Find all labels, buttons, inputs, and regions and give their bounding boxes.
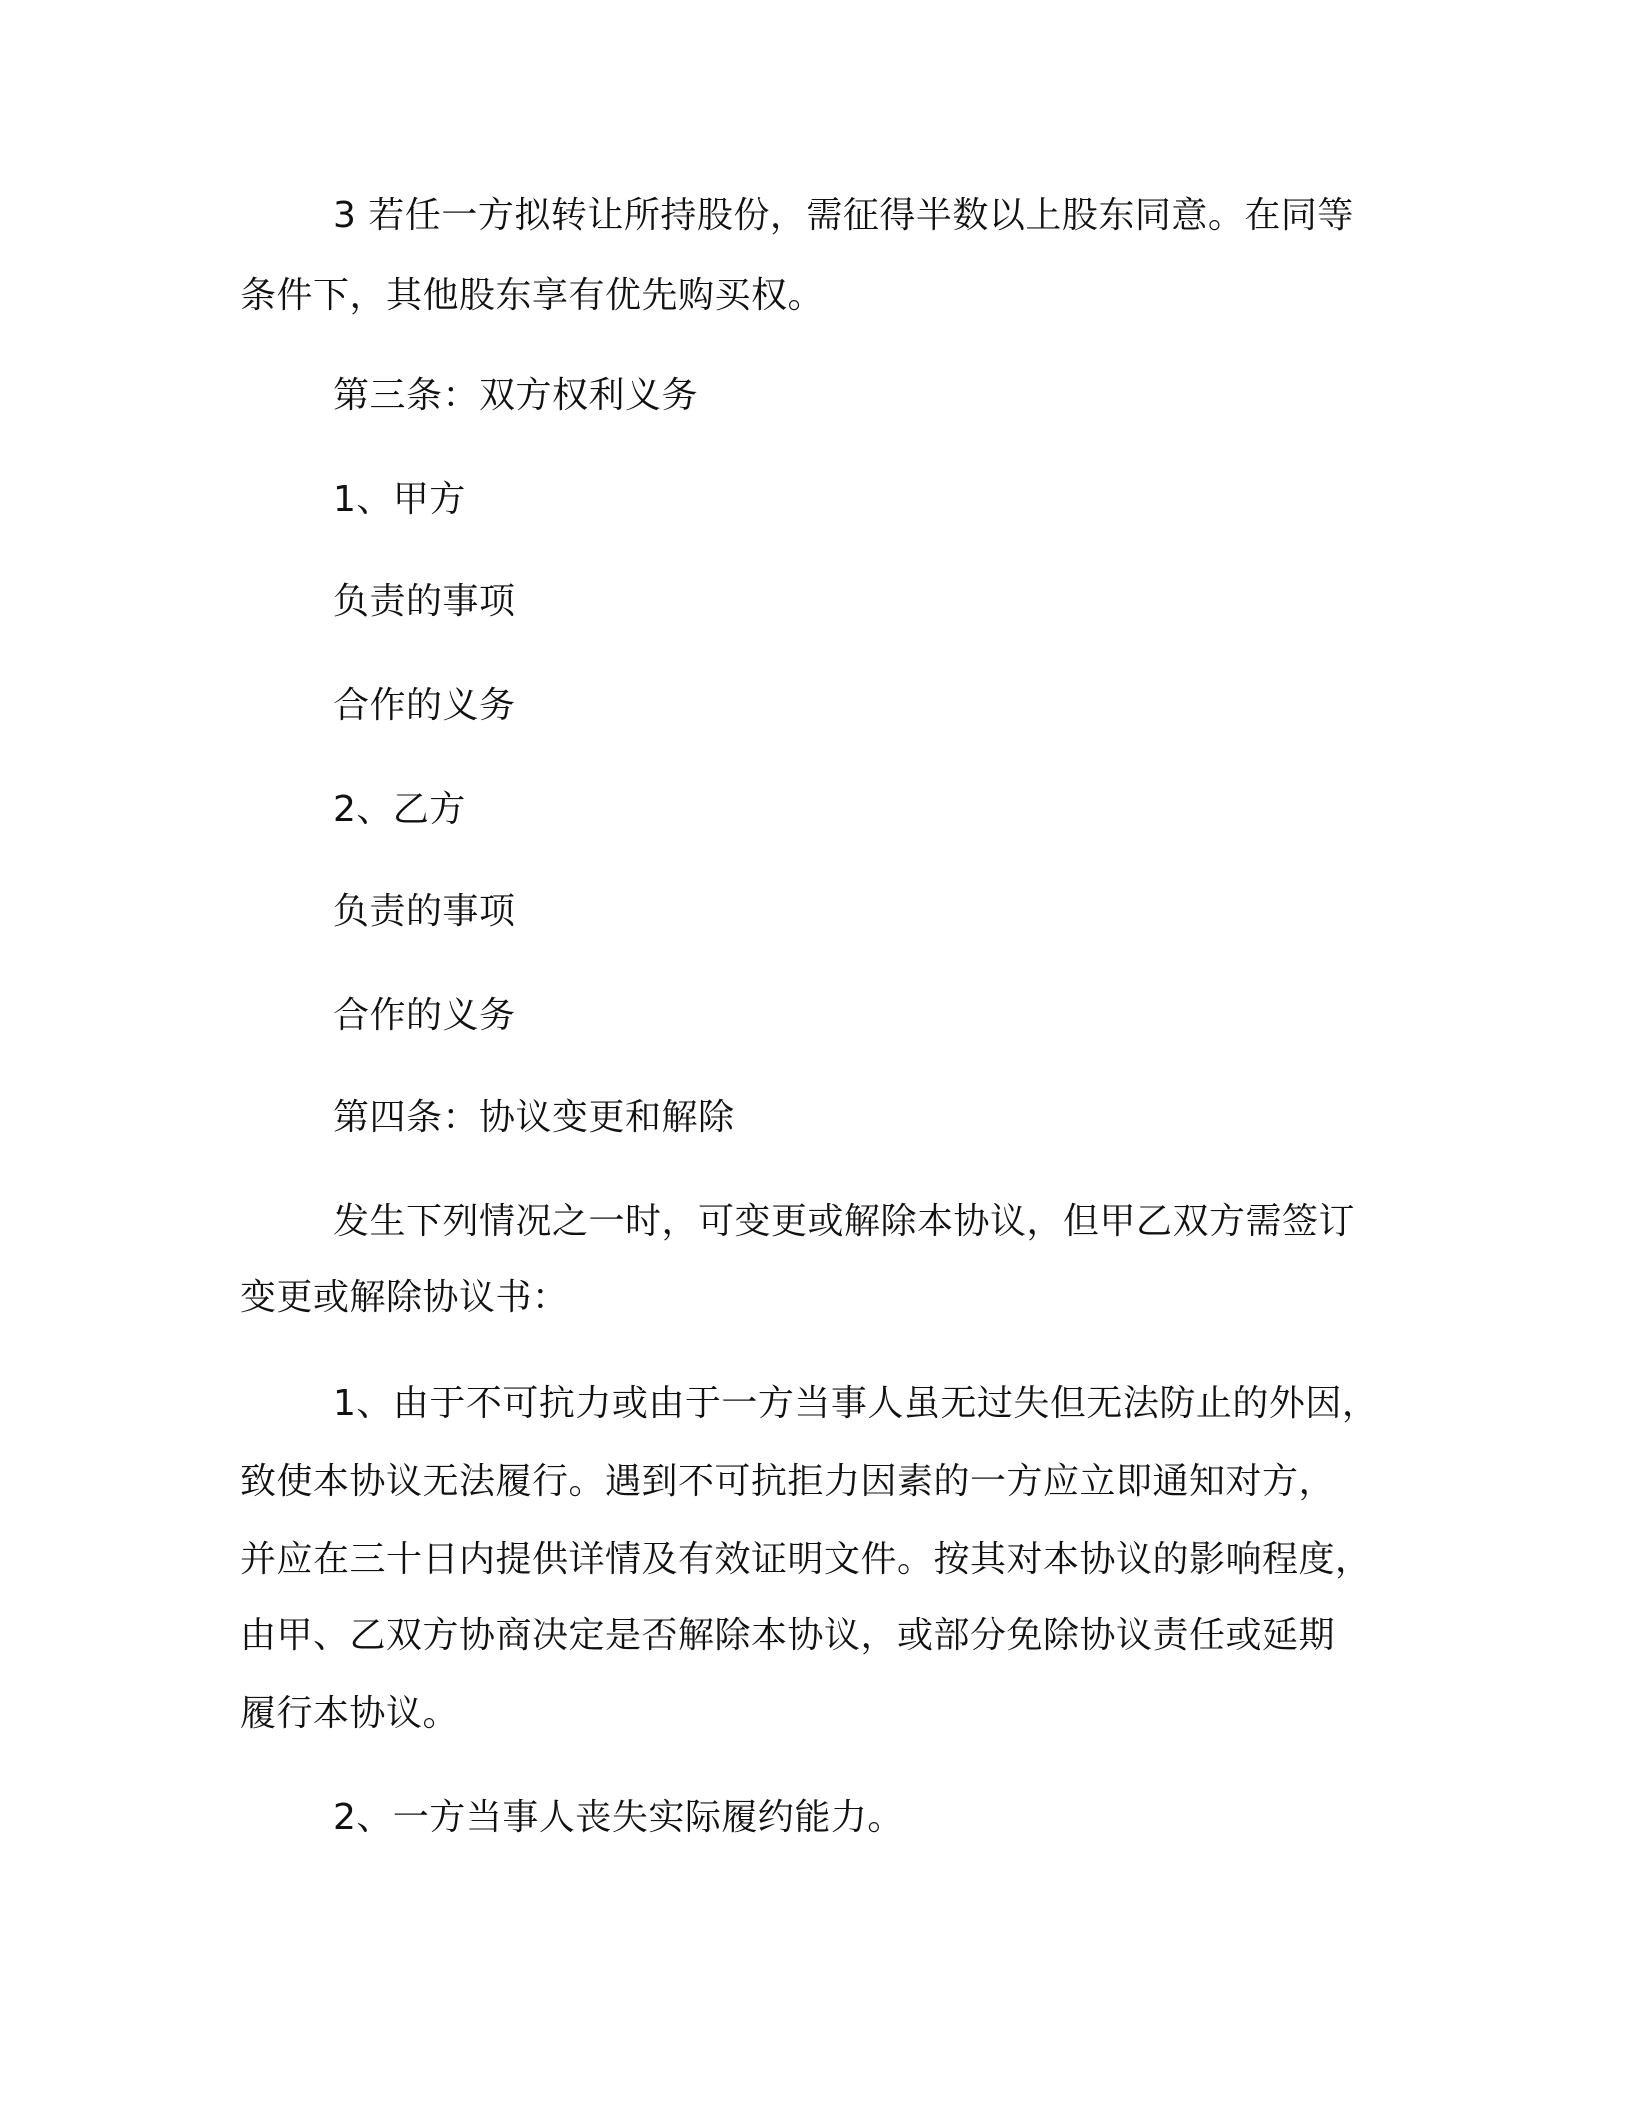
article-3-heading: 第三条：双方权利义务 [333,375,699,416]
party-b-obligations: 合作的义务 [333,995,516,1036]
party-a-obligations: 合作的义务 [333,685,516,726]
party-a-responsibilities: 负责的事项 [333,581,516,622]
force-majeure-line-4: 由甲、乙双方协商决定是否解除本协议，或部分免除协议责任或延期 [240,1615,1336,1656]
force-majeure-line-2: 致使本协议无法履行。遇到不可抗拒力因素的一方应立即通知对方， [240,1461,1336,1502]
party-b-responsibilities: 负责的事项 [333,891,516,932]
force-majeure-line-5: 履行本协议。 [240,1693,460,1734]
clause-3-share-transfer-line-1: 3 若任一方拟转让所持股份，需征得半数以上股东同意。在同等 [333,195,1354,236]
force-majeure-line-3: 并应在三十日内提供详情及有效证明文件。按其对本协议的影响程度， [240,1539,1372,1580]
article-4-heading: 第四条：协议变更和解除 [333,1097,735,1138]
article-4-intro-line-1: 发生下列情况之一时，可变更或解除本协议，但甲乙双方需签订 [333,1201,1356,1242]
party-a-heading: 1、甲方 [333,479,466,520]
force-majeure-line-1: 1、由于不可抗力或由于一方当事人虽无过失但无法防止的外因， [333,1383,1379,1424]
article-4-intro-line-2: 变更或解除协议书： [240,1277,569,1318]
party-b-heading: 2、乙方 [333,789,466,830]
clause-3-share-transfer-line-2: 条件下，其他股东享有优先购买权。 [240,275,825,316]
incapacity-clause: 2、一方当事人丧失实际履约能力。 [333,1797,904,1838]
